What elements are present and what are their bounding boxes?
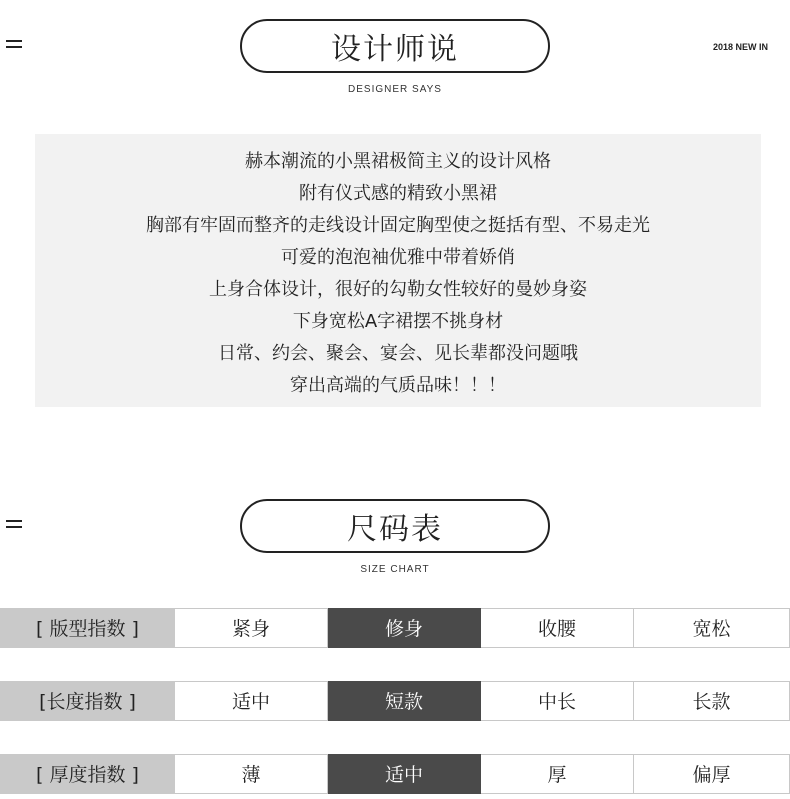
- option-cell-selected[interactable]: 短款: [328, 681, 481, 721]
- thickness-index-row: [0, 754, 790, 794]
- description-line: 穿出高端的气质品味！！！: [290, 375, 506, 396]
- menu-icon[interactable]: [6, 520, 22, 528]
- description-line: 赫本潮流的小黑裙极简主义的设计风格: [245, 151, 551, 172]
- option-cell[interactable]: 长款: [634, 681, 790, 721]
- size-chart-title: 尺码表: [240, 499, 550, 553]
- description-line: 附有仪式感的精致小黑裙: [299, 183, 497, 204]
- length-index-row: [0, 681, 790, 721]
- option-cell[interactable]: 薄: [175, 754, 328, 794]
- description-line: 日常、约会、聚会、宴会、见长辈都没问题哦: [218, 343, 578, 364]
- option-cell-selected[interactable]: 适中: [328, 754, 481, 794]
- option-cell-selected[interactable]: 修身: [328, 608, 481, 648]
- designer-title: 设计师说: [240, 19, 550, 73]
- option-cell[interactable]: 收腰: [481, 608, 634, 648]
- row-label: [ 厚度指数 ]: [0, 754, 175, 794]
- new-in-tag: 2018 NEW IN: [712, 42, 768, 52]
- designer-subtitle: DESIGNER SAYS: [348, 84, 442, 95]
- row-label: [ 版型指数 ]: [0, 608, 175, 648]
- option-cell[interactable]: 厚: [481, 754, 634, 794]
- option-cell[interactable]: 中长: [481, 681, 634, 721]
- menu-icon[interactable]: [6, 40, 22, 48]
- option-cell[interactable]: 适中: [175, 681, 328, 721]
- fit-index-row: [0, 608, 790, 648]
- option-cell[interactable]: 偏厚: [634, 754, 790, 794]
- description-line: 可爱的泡泡袖优雅中带着娇俏: [281, 247, 515, 268]
- row-label: [长度指数 ]: [0, 681, 175, 721]
- description-line: 下身宽松A字裙摆不挑身材: [292, 311, 504, 332]
- description-line: 上身合体设计，很好的勾勒女性较好的曼妙身姿: [209, 279, 587, 300]
- designer-description-panel: [35, 134, 761, 407]
- size-chart-subtitle: SIZE CHART: [360, 564, 430, 575]
- description-line: 胸部有牢固而整齐的走线设计固定胸型使之挺括有型、不易走光: [146, 215, 650, 236]
- option-cell[interactable]: 宽松: [634, 608, 790, 648]
- option-cell[interactable]: 紧身: [175, 608, 328, 648]
